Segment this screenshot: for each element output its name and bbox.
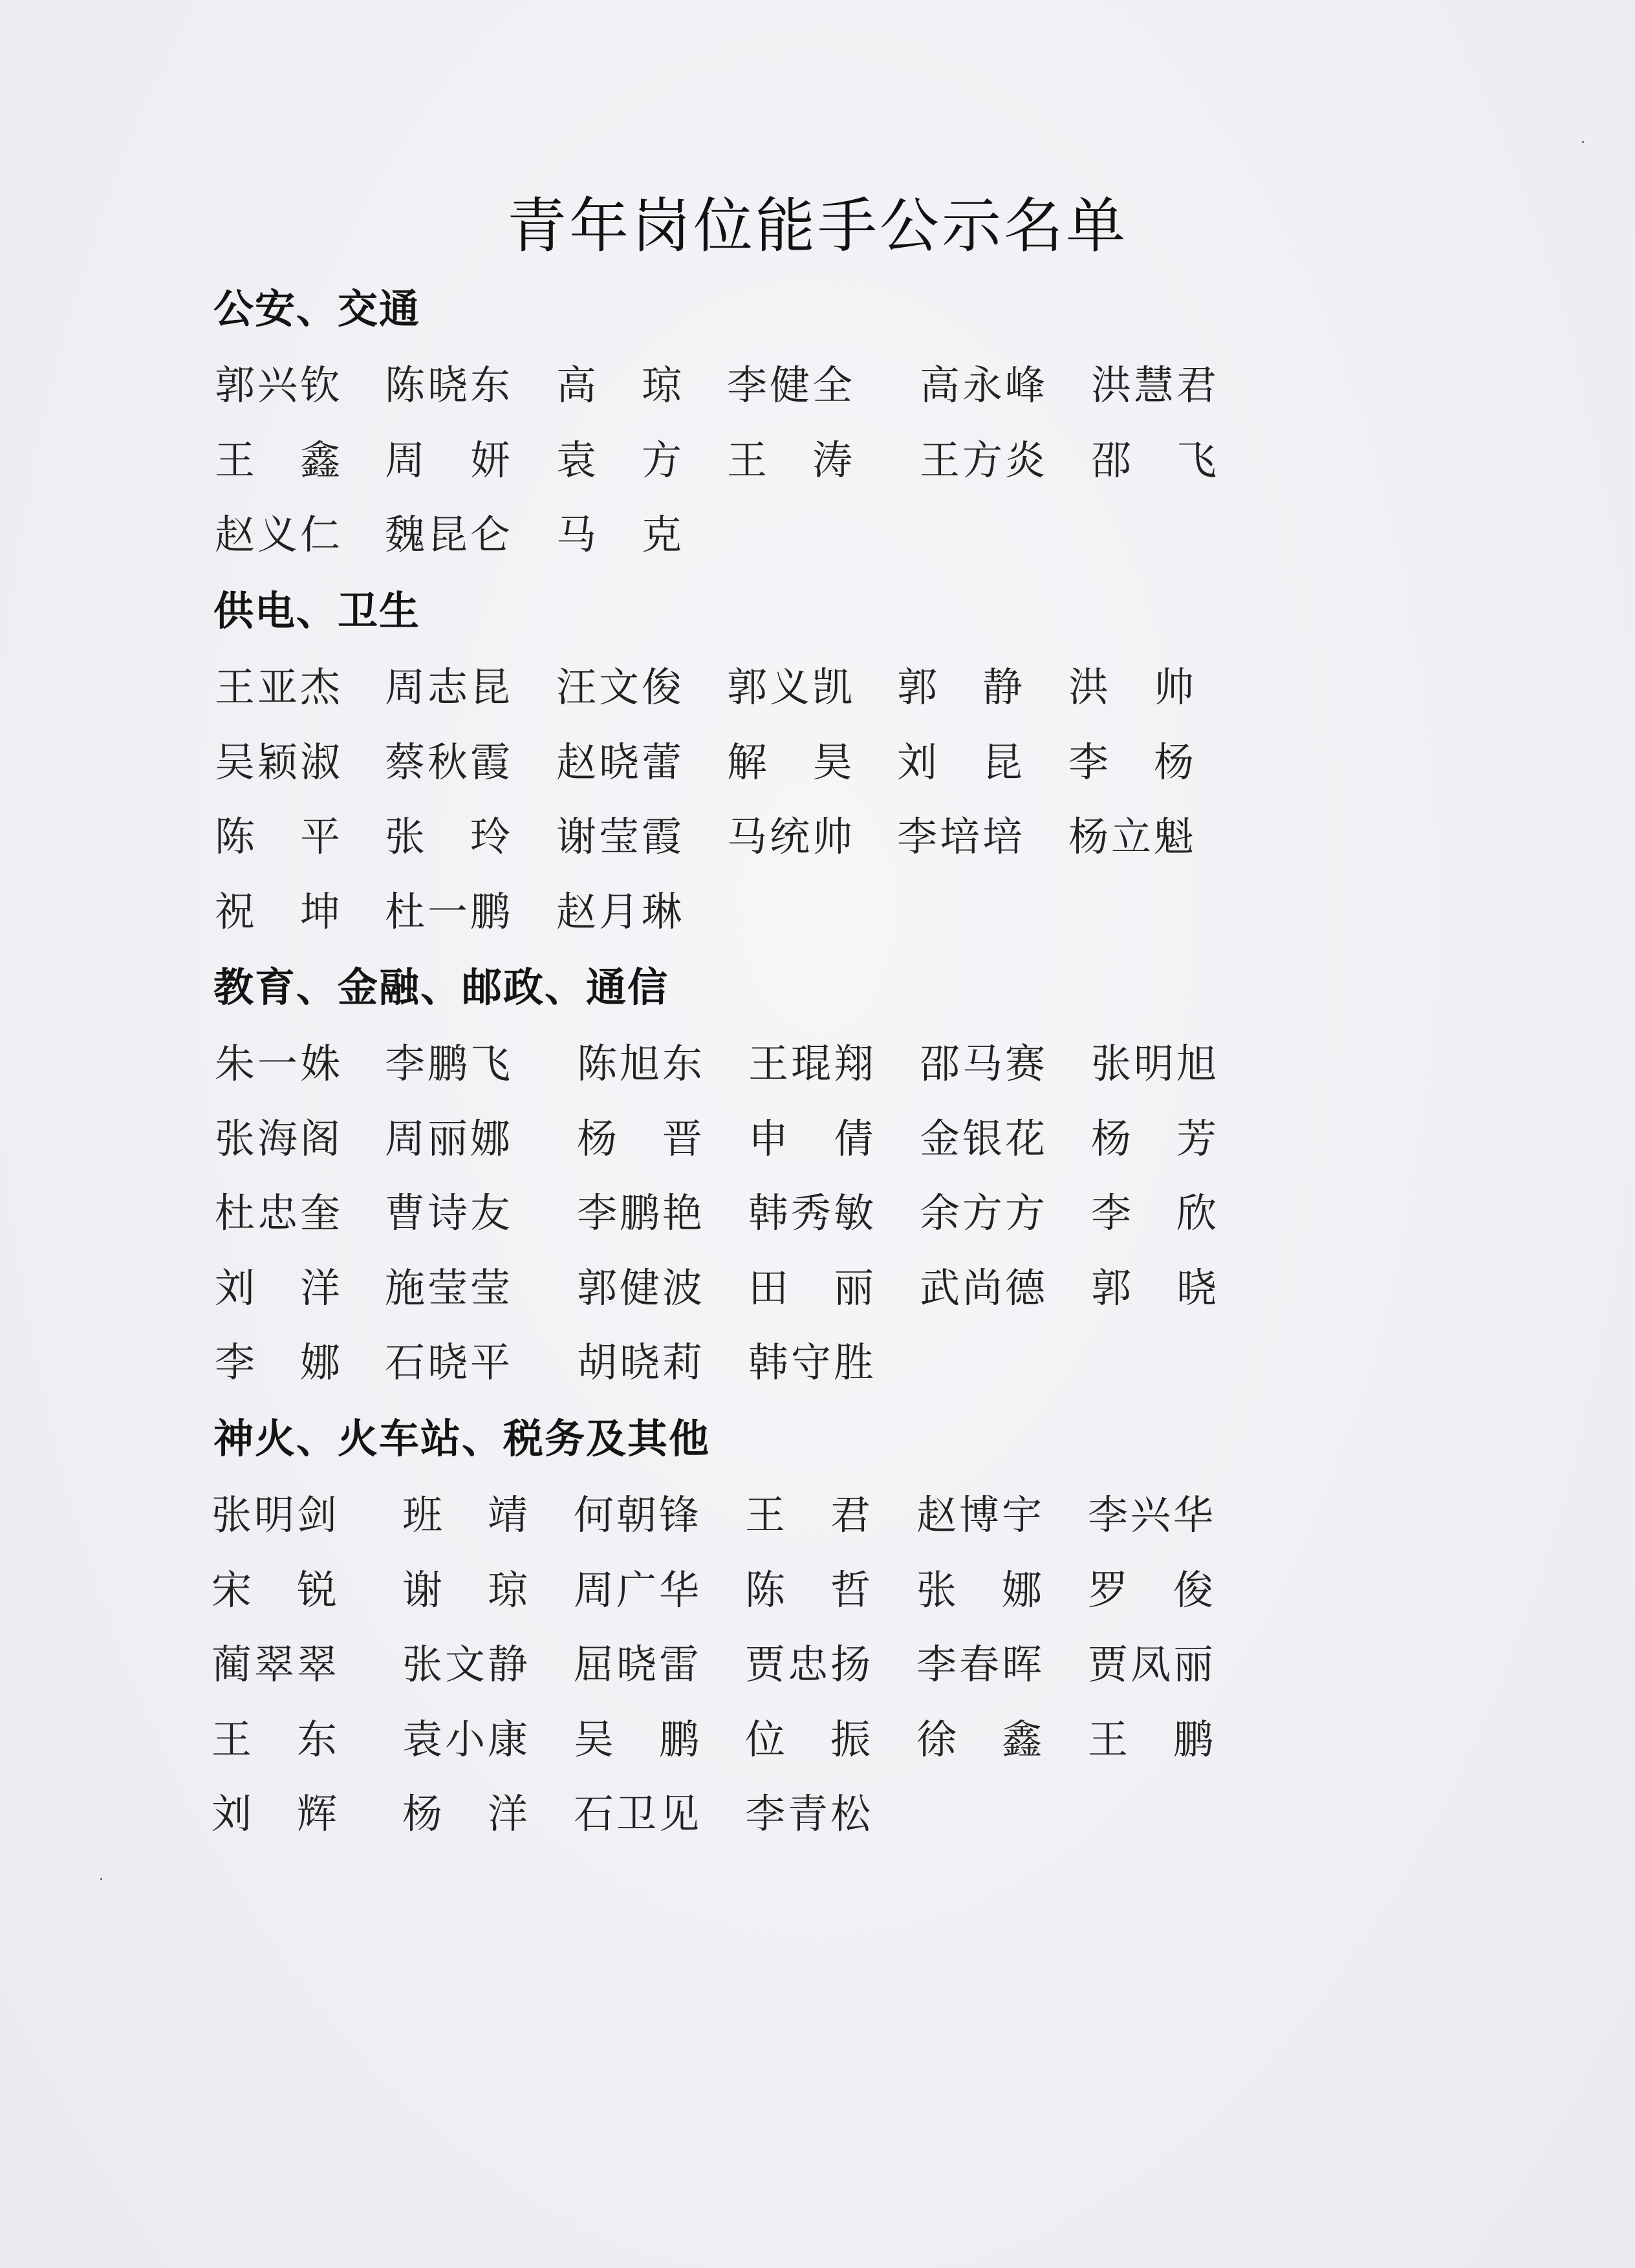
person-name: 张明剑 bbox=[211, 1491, 337, 1539]
person-name: 杨 晋 bbox=[576, 1115, 702, 1162]
person-name: 石晓平 bbox=[384, 1339, 510, 1386]
person-name: 张文静 bbox=[402, 1641, 528, 1688]
person-name: 胡晓莉 bbox=[576, 1339, 702, 1386]
person-name: 杨立魁 bbox=[1068, 813, 1194, 860]
scan-speck bbox=[1582, 141, 1584, 143]
person-name: 刘 洋 bbox=[214, 1264, 340, 1312]
person-name: 杜一鹏 bbox=[384, 888, 510, 935]
section-heading: 教育、金融、邮政、通信 bbox=[213, 964, 669, 1011]
page-title: 青年岗位能手公示名单 bbox=[506, 191, 1128, 261]
person-name: 赵月琳 bbox=[556, 888, 682, 935]
section-heading: 供电、卫生 bbox=[213, 587, 421, 634]
person-name: 金银花 bbox=[919, 1115, 1045, 1162]
person-name: 汪文俊 bbox=[556, 664, 682, 711]
person-name: 蔡秋霞 bbox=[384, 739, 510, 786]
person-name: 王琨翔 bbox=[748, 1040, 874, 1087]
person-name: 李青松 bbox=[744, 1790, 871, 1837]
person-name: 袁 方 bbox=[556, 437, 682, 484]
person-name: 石卫见 bbox=[573, 1790, 699, 1837]
person-name: 郭 晓 bbox=[1090, 1264, 1217, 1312]
person-name: 田 丽 bbox=[748, 1264, 874, 1312]
person-name: 魏昆仑 bbox=[384, 511, 510, 558]
person-name: 李兴华 bbox=[1087, 1491, 1213, 1539]
person-name: 郭义凯 bbox=[726, 664, 852, 711]
person-name: 张海阁 bbox=[214, 1115, 340, 1162]
person-name: 郭健波 bbox=[576, 1264, 702, 1312]
person-name: 王 涛 bbox=[726, 437, 852, 484]
person-name: 李春晖 bbox=[916, 1641, 1042, 1688]
person-name: 谢莹霞 bbox=[556, 813, 682, 860]
person-name: 曹诗友 bbox=[384, 1189, 510, 1237]
person-name: 李 欣 bbox=[1090, 1189, 1217, 1237]
person-name: 解 昊 bbox=[726, 739, 852, 786]
person-name: 赵义仁 bbox=[214, 511, 340, 558]
person-name: 洪慧君 bbox=[1090, 362, 1217, 409]
person-name: 李 杨 bbox=[1068, 739, 1194, 786]
person-name: 陈 平 bbox=[214, 813, 340, 860]
person-name: 邵 飞 bbox=[1090, 437, 1217, 484]
person-name: 李鹏飞 bbox=[384, 1040, 510, 1087]
person-name: 马 克 bbox=[556, 511, 682, 558]
person-name: 郭 静 bbox=[896, 664, 1023, 711]
person-name: 张明旭 bbox=[1090, 1040, 1217, 1087]
person-name: 申 倩 bbox=[748, 1115, 874, 1162]
person-name: 赵博宇 bbox=[916, 1491, 1042, 1539]
person-name: 朱一姝 bbox=[214, 1040, 340, 1087]
person-name: 蔺翠翠 bbox=[211, 1641, 337, 1688]
person-name: 武尚德 bbox=[919, 1264, 1045, 1312]
person-name: 谢 琼 bbox=[402, 1566, 528, 1614]
person-name: 周 妍 bbox=[384, 437, 510, 484]
person-name: 周丽娜 bbox=[384, 1115, 510, 1162]
person-name: 张 娜 bbox=[916, 1566, 1042, 1614]
person-name: 杨 芳 bbox=[1090, 1115, 1217, 1162]
person-name: 李健全 bbox=[726, 362, 852, 409]
person-name: 郭兴钦 bbox=[214, 362, 340, 409]
person-name: 马统帅 bbox=[726, 813, 852, 860]
person-name: 施莹莹 bbox=[384, 1264, 510, 1312]
person-name: 陈旭东 bbox=[576, 1040, 702, 1087]
section-heading: 神火、火车站、税务及其他 bbox=[213, 1415, 711, 1462]
person-name: 刘 昆 bbox=[896, 739, 1023, 786]
person-name: 王 鑫 bbox=[214, 437, 340, 484]
person-name: 王亚杰 bbox=[214, 664, 340, 711]
person-name: 吴颖淑 bbox=[214, 739, 340, 786]
person-name: 王 君 bbox=[744, 1491, 871, 1539]
section-heading: 公安、交通 bbox=[213, 285, 421, 332]
person-name: 张 玲 bbox=[384, 813, 510, 860]
person-name: 罗 俊 bbox=[1087, 1566, 1213, 1614]
scan-speck bbox=[100, 1878, 102, 1880]
person-name: 邵马赛 bbox=[919, 1040, 1045, 1087]
person-name: 吴 鹏 bbox=[573, 1716, 699, 1763]
person-name: 王方炎 bbox=[919, 437, 1045, 484]
person-name: 杜忠奎 bbox=[214, 1189, 340, 1237]
person-name: 李培培 bbox=[896, 813, 1023, 860]
person-name: 刘 辉 bbox=[211, 1790, 337, 1837]
person-name: 祝 坤 bbox=[214, 888, 340, 935]
person-name: 高永峰 bbox=[919, 362, 1045, 409]
person-name: 王 鹏 bbox=[1087, 1716, 1213, 1763]
person-name: 陈 哲 bbox=[744, 1566, 871, 1614]
person-name: 李鹏艳 bbox=[576, 1189, 702, 1237]
person-name: 屈晓雷 bbox=[573, 1641, 699, 1688]
person-name: 袁小康 bbox=[402, 1716, 528, 1763]
person-name: 徐 鑫 bbox=[916, 1716, 1042, 1763]
person-name: 余方方 bbox=[919, 1189, 1045, 1237]
person-name: 洪 帅 bbox=[1068, 664, 1194, 711]
person-name: 周广华 bbox=[573, 1566, 699, 1614]
person-name: 宋 锐 bbox=[211, 1566, 337, 1614]
person-name: 陈晓东 bbox=[384, 362, 510, 409]
person-name: 王 东 bbox=[211, 1716, 337, 1763]
person-name: 周志昆 bbox=[384, 664, 510, 711]
person-name: 何朝锋 bbox=[573, 1491, 699, 1539]
person-name: 赵晓蕾 bbox=[556, 739, 682, 786]
person-name: 李 娜 bbox=[214, 1339, 340, 1386]
person-name: 贾忠扬 bbox=[744, 1641, 871, 1688]
person-name: 贾凤丽 bbox=[1087, 1641, 1213, 1688]
person-name: 高 琼 bbox=[556, 362, 682, 409]
person-name: 韩秀敏 bbox=[748, 1189, 874, 1237]
person-name: 韩守胜 bbox=[748, 1339, 874, 1386]
person-name: 班 靖 bbox=[402, 1491, 528, 1539]
person-name: 位 振 bbox=[744, 1716, 871, 1763]
person-name: 杨 洋 bbox=[402, 1790, 528, 1837]
